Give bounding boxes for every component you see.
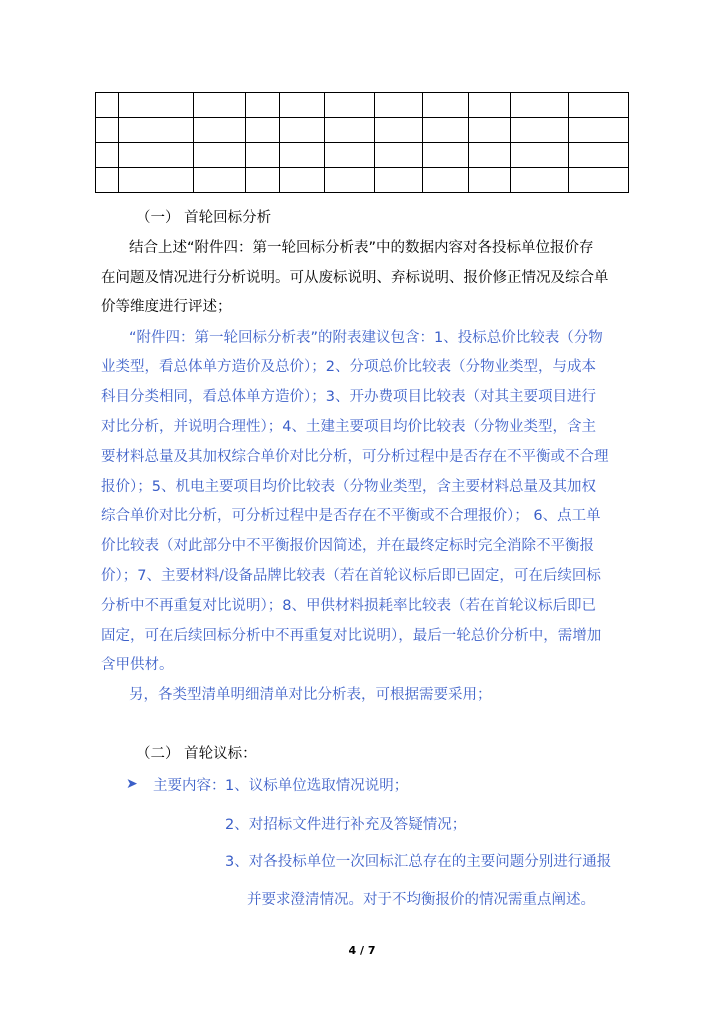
para1-line-2: 在问题及情况进行分析说明。可从废标说明、弃标说明、报价修正情况及综合单 (101, 270, 609, 286)
table-cell (280, 168, 325, 193)
table-cell (469, 118, 511, 143)
item-2: 2、对招标文件进行补充及答疑情况； (225, 817, 467, 833)
table-cell (194, 143, 246, 168)
para2-line-8: 价比较表（对此部分中不平衡报价因简述，并在最终定标时完全消除不平衡报 (101, 538, 594, 554)
para2-line-2: 业类型，看总体单方造价及总价）；2、分项总价比较表（分物业类型，与成本 (101, 359, 596, 375)
table-cell (325, 143, 375, 168)
table-cell (194, 93, 246, 118)
table-row (96, 143, 629, 168)
table-cell (246, 168, 280, 193)
table-fragment (95, 92, 629, 193)
table-cell (423, 143, 469, 168)
para1-line-3: 价等维度进行评述； (101, 299, 232, 315)
para2-line-10: 分析中不再重复对比说明）；8、甲供材料损耗率比较表（若在首轮议标后即已 (101, 598, 596, 614)
item-1: 1、议标单位选取情况说明； (225, 778, 409, 794)
table-row (96, 93, 629, 118)
page-number: 4 / 7 (348, 944, 376, 957)
table-row (96, 168, 629, 193)
para2-line-1: “附件四：第一轮回标分析表”的附表建议包含：1、投标总价比较表（分物 (129, 330, 603, 346)
para2-line-5: 要材料总量及其加权综合单价对比分析，可分析过程中是否存在不平衡或不合理 (101, 449, 609, 465)
table-cell (96, 118, 119, 143)
table-cell (119, 168, 194, 193)
para2-line-12: 含甲供材。 (101, 657, 174, 673)
para2-line-9: 价）；7、主要材料/设备品牌比较表（若在首轮议标后即已固定，可在后续回标 (101, 568, 601, 584)
table-cell (423, 118, 469, 143)
table-cell (325, 118, 375, 143)
table-cell (96, 168, 119, 193)
table-cell (569, 93, 629, 118)
table-cell (280, 143, 325, 168)
table-cell (511, 168, 569, 193)
table-cell (423, 168, 469, 193)
table-cell (246, 93, 280, 118)
table-cell (119, 143, 194, 168)
table-cell (469, 168, 511, 193)
table-cell (96, 93, 119, 118)
table-cell (280, 93, 325, 118)
para2-line-11: 固定，可在后续回标分析中不再重复对比说明），最后一轮总价分析中，需增加 (101, 628, 602, 644)
table-row (96, 118, 629, 143)
para1-line-1: 结合上述“附件四：第一轮回标分析表”中的数据内容对各投标单位报价存 (129, 240, 594, 256)
table-cell (511, 143, 569, 168)
table-cell (469, 93, 511, 118)
para2-line-6: 报价）；5、机电主要项目均价比较表（分物业类型，含主要材料总量及其加权 (101, 479, 596, 495)
table-cell (119, 118, 194, 143)
table-cell (511, 118, 569, 143)
table-cell (511, 93, 569, 118)
para2-line-7: 综合单价对比分析，可分析过程中是否存在不平衡或不合理报价）； 6、点工单 (101, 508, 601, 524)
table-cell (96, 143, 119, 168)
table-cell (469, 143, 511, 168)
section-2-heading: （二） 首轮议标： (136, 746, 257, 762)
table-cell (569, 168, 629, 193)
table-cell (119, 93, 194, 118)
table-cell (194, 118, 246, 143)
table-cell (246, 118, 280, 143)
table-cell (375, 118, 423, 143)
table-cell (280, 118, 325, 143)
table-cell (569, 143, 629, 168)
table-cell (569, 118, 629, 143)
para2-line-4: 对比分析，并说明合理性）；4、土建主要项目均价比较表（分物业类型，含主 (101, 419, 596, 435)
table-cell (375, 168, 423, 193)
table-cell (246, 143, 280, 168)
para3: 另，各类型清单明细清单对比分析表，可根据需要采用； (129, 687, 492, 703)
item-3-continued: 并要求澄清情况。对于不均衡报价的情况需重点阐述。 (247, 892, 595, 908)
table-cell (194, 168, 246, 193)
table-cell (325, 93, 375, 118)
table-cell (325, 168, 375, 193)
para2-line-3: 科目分类相同，看总体单方造价）；3、开办费项目比较表（对其主要项目进行 (101, 389, 596, 405)
bullet-label: 主要内容： (153, 778, 226, 794)
table-cell (423, 93, 469, 118)
table-cell (375, 93, 423, 118)
table-cell (375, 143, 423, 168)
arrow-bullet-icon: ➤ (126, 776, 138, 792)
section-1-heading: （一） 首轮回标分析 (136, 210, 272, 226)
item-3: 3、对各投标单位一次回标汇总存在的主要问题分别进行通报 (225, 854, 612, 870)
